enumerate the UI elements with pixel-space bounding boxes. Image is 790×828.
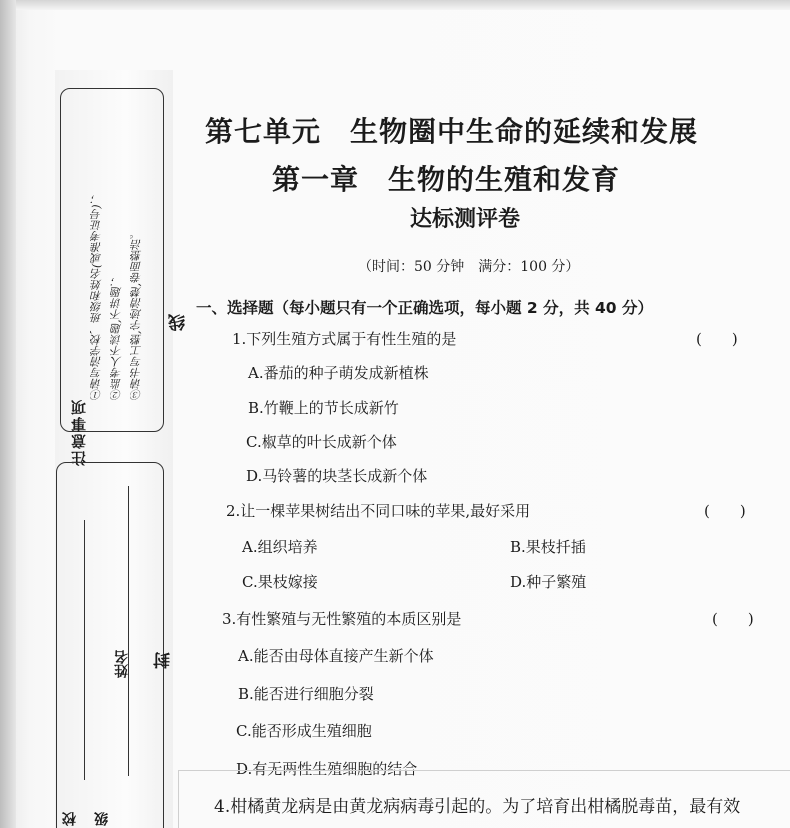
question-4-stem: 4.柑橘黄龙病是由黄龙病病毒引起的。为了培育出柑橘脱毒苗，最有效 — [214, 797, 741, 817]
question-3-option-d: D.有无两性生殖细胞的结合 — [236, 760, 418, 778]
chapter-title: 第一章 生物的生殖和发育 — [272, 163, 621, 196]
page-shadow — [0, 0, 790, 10]
binding-seal-char: 封 — [154, 652, 174, 669]
question-2-option-b: B.果枝扦插 — [510, 538, 586, 556]
question-1-answer-blank[interactable]: ( ) — [696, 330, 738, 348]
question-2-option-a: A.组织培养 — [242, 538, 318, 556]
school-label: 校 — [62, 812, 78, 826]
question-1-option-d: D.马铃薯的块茎长成新个体 — [246, 467, 428, 485]
question-1-option-a: A.番茄的种子萌发成新植株 — [248, 364, 429, 382]
time-info: （时间：50 分钟 满分：100 分） — [358, 259, 580, 275]
section-title: 一、选择题（每小题只有一个正确选项，每小题 2 分，共 40 分） — [196, 299, 653, 317]
student-info-box — [56, 462, 164, 828]
notice-item-1: ①请写清学校、班级和姓名(或准考证号)； — [90, 193, 103, 400]
question-3-stem: 3.有性繁殖与无性繁殖的本质区别是 — [222, 610, 462, 628]
question-2-stem: 2.让一棵苹果树结出不同口味的苹果,最好采用 — [226, 502, 531, 520]
question-2-option-d: D.种子繁殖 — [510, 573, 587, 591]
notice-item-2: ②监考人不读题,不讲题； — [110, 275, 123, 400]
class-label: 级 — [94, 812, 110, 826]
question-3-answer-blank[interactable]: ( ) — [712, 610, 754, 628]
name-label: 姓名 — [114, 650, 130, 678]
unit-title: 第七单元 生物圈中生命的延续和发展 — [205, 115, 699, 148]
question-3-option-c: C.能否形成生殖细胞 — [236, 722, 372, 740]
question-1-option-c: C.椒草的叶长成新个体 — [246, 433, 397, 451]
notice-item-3: ③请书写工整,字迹清楚,卷面整洁。 — [130, 228, 143, 400]
notice-title: 注意事项 — [70, 398, 88, 466]
question-2-option-c: C.果枝嫁接 — [242, 573, 318, 591]
question-1-option-b: B.竹鞭上的节长成新竹 — [248, 399, 399, 417]
info-line-school — [84, 520, 85, 780]
binding-line-char: 线 — [169, 314, 189, 331]
question-3-option-a: A.能否由母体直接产生新个体 — [238, 647, 434, 665]
question-3-option-b: B.能否进行细胞分裂 — [238, 685, 374, 703]
question-2-answer-blank[interactable]: ( ) — [704, 502, 746, 520]
book-spine — [0, 0, 16, 828]
test-title: 达标测评卷 — [410, 206, 521, 232]
question-1-stem: 1.下列生殖方式属于有性生殖的是 — [232, 330, 457, 348]
